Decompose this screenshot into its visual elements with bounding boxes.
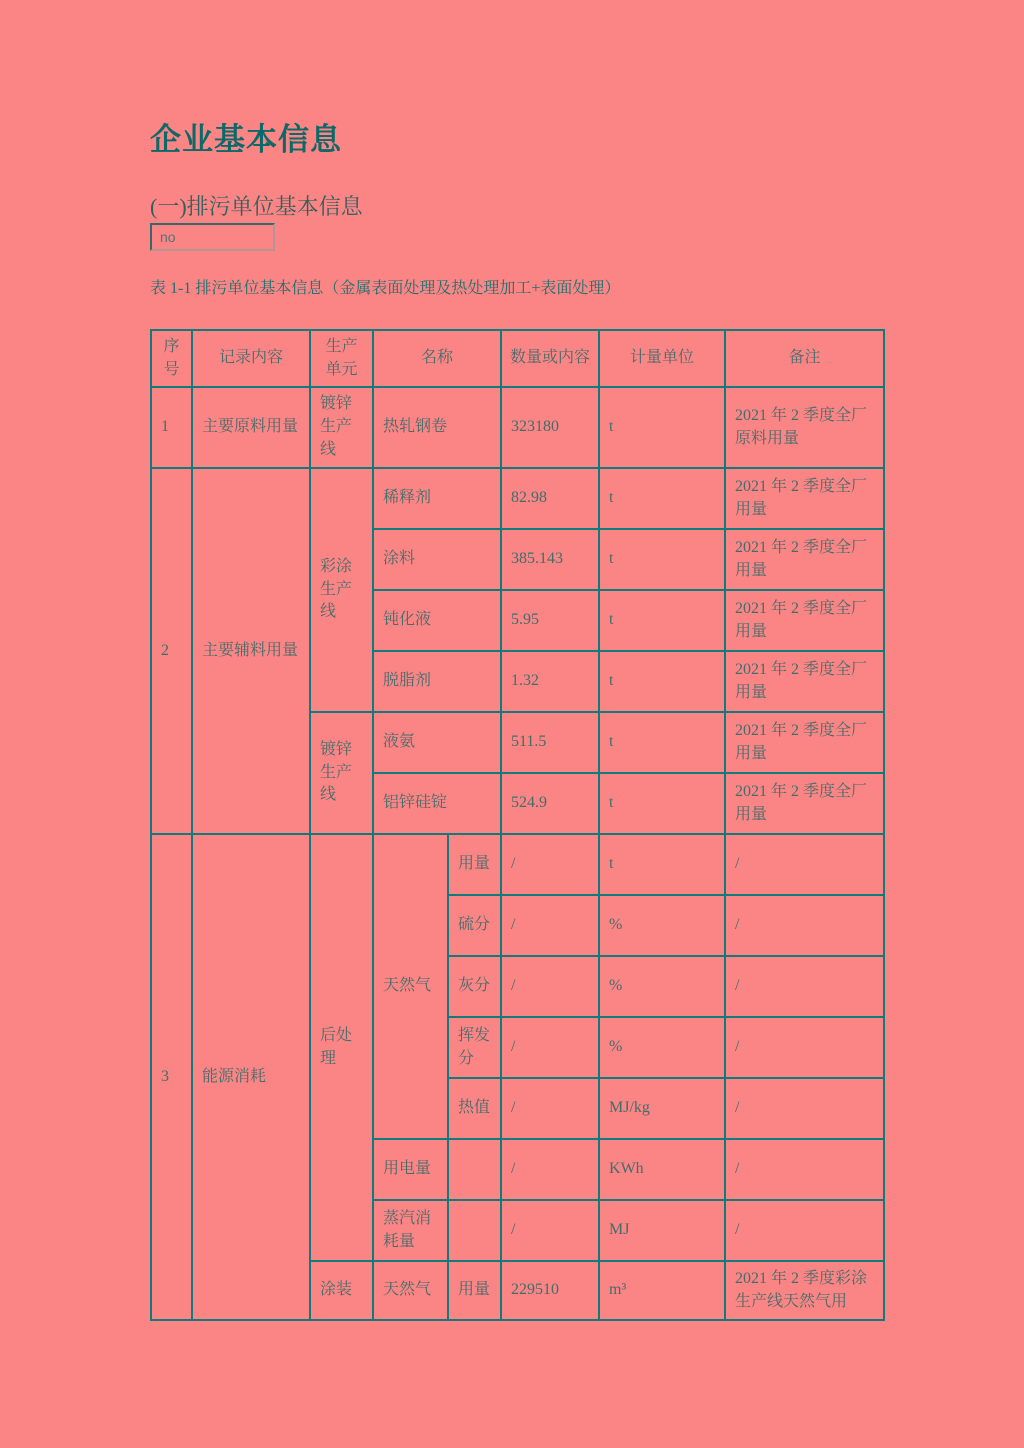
- header-remark: 备注: [725, 330, 884, 387]
- cell-remark: /: [725, 1139, 884, 1200]
- table-row: [151, 834, 884, 895]
- cell-remark: 2021 年 2 季度全厂用量: [725, 468, 884, 529]
- cell-subitem: 用量: [448, 1261, 501, 1320]
- cell-measure: t: [599, 773, 725, 834]
- cell-subitem: 硫分: [448, 895, 501, 956]
- cell-qty: 323180: [501, 387, 599, 468]
- header-quantity: 数量或内容: [501, 330, 599, 387]
- cell-measure: %: [599, 1017, 725, 1078]
- cell-qty: 82.98: [501, 468, 599, 529]
- cell-name: 蒸汽消耗量: [373, 1200, 448, 1261]
- cell-subitem: 用量: [448, 834, 501, 895]
- basic-info-table: [150, 329, 885, 1321]
- cell-name: 液氨: [373, 712, 501, 773]
- cell-qty: /: [501, 1017, 599, 1078]
- cell-production-unit: 镀锌生产线: [310, 387, 373, 468]
- cell-measure: %: [599, 956, 725, 1017]
- cell-qty: /: [501, 1139, 599, 1200]
- cell-measure: KWh: [599, 1139, 725, 1200]
- cell-production-unit: 后处理: [310, 834, 373, 1261]
- header-record-content: 记录内容: [192, 330, 310, 387]
- cell-name: 用电量: [373, 1139, 448, 1200]
- cell-qty: /: [501, 1200, 599, 1261]
- no-input[interactable]: [150, 223, 275, 251]
- cell-qty: /: [501, 956, 599, 1017]
- cell-remark: 2021 年 2 季度全厂用量: [725, 590, 884, 651]
- cell-production-unit: 镀锌生产线: [310, 712, 373, 834]
- table-header-row: [151, 330, 884, 387]
- cell-name: 热轧钢卷: [373, 387, 501, 468]
- cell-qty: 229510: [501, 1261, 599, 1320]
- cell-seq: 2: [151, 468, 192, 834]
- document-page: [150, 0, 886, 1321]
- cell-name: 天然气: [373, 1261, 448, 1320]
- section-heading: (一)排污单位基本信息: [150, 194, 363, 219]
- table-caption: 表 1-1 排污单位基本信息（金属表面处理及热处理加工+表面处理）: [150, 280, 621, 297]
- cell-measure: MJ: [599, 1200, 725, 1261]
- cell-record: 主要辅料用量: [192, 468, 310, 834]
- cell-subitem: [448, 1139, 501, 1200]
- cell-remark: /: [725, 1200, 884, 1261]
- cell-name: 脱脂剂: [373, 651, 501, 712]
- cell-measure: t: [599, 468, 725, 529]
- cell-qty: 5.95: [501, 590, 599, 651]
- cell-measure: t: [599, 712, 725, 773]
- table-row: [151, 387, 884, 468]
- cell-remark: /: [725, 895, 884, 956]
- page-title: 企业基本信息: [150, 122, 342, 157]
- cell-remark: 2021 年 2 季度全厂用量: [725, 651, 884, 712]
- cell-name: 钝化液: [373, 590, 501, 651]
- cell-remark: /: [725, 1017, 884, 1078]
- cell-qty: 1.32: [501, 651, 599, 712]
- cell-measure: t: [599, 590, 725, 651]
- cell-remark: 2021 年 2 季度全厂用量: [725, 712, 884, 773]
- cell-subitem: [448, 1200, 501, 1261]
- cell-subitem: 挥发分: [448, 1017, 501, 1078]
- cell-seq: 1: [151, 387, 192, 468]
- cell-name: 天然气: [373, 834, 448, 1139]
- cell-production-unit: 彩涂生产线: [310, 468, 373, 712]
- cell-measure: MJ/kg: [599, 1078, 725, 1139]
- cell-remark: 2021 年 2 季度全厂用量: [725, 773, 884, 834]
- table-row: [151, 468, 884, 529]
- cell-qty: 524.9: [501, 773, 599, 834]
- cell-qty: 511.5: [501, 712, 599, 773]
- header-measure-unit: 计量单位: [599, 330, 725, 387]
- cell-measure: t: [599, 387, 725, 468]
- cell-measure: t: [599, 651, 725, 712]
- cell-name: 稀释剂: [373, 468, 501, 529]
- cell-remark: 2021 年 2 季度全厂用量: [725, 529, 884, 590]
- cell-production-unit: 涂装: [310, 1261, 373, 1320]
- cell-seq: 3: [151, 834, 192, 1320]
- cell-subitem: 热值: [448, 1078, 501, 1139]
- cell-subitem: 灰分: [448, 956, 501, 1017]
- cell-record: 能源消耗: [192, 834, 310, 1320]
- cell-qty: /: [501, 1078, 599, 1139]
- cell-record: 主要原料用量: [192, 387, 310, 468]
- cell-name: 铝锌硅锭: [373, 773, 501, 834]
- cell-qty: /: [501, 834, 599, 895]
- cell-qty: 385.143: [501, 529, 599, 590]
- cell-remark: 2021 年 2 季度全厂原料用量: [725, 387, 884, 468]
- cell-measure: t: [599, 529, 725, 590]
- cell-remark: /: [725, 834, 884, 895]
- cell-remark: /: [725, 956, 884, 1017]
- cell-measure: %: [599, 895, 725, 956]
- cell-name: 涂料: [373, 529, 501, 590]
- cell-measure: m³: [599, 1261, 725, 1320]
- cell-remark: /: [725, 1078, 884, 1139]
- header-production-unit: 生产单元: [310, 330, 373, 387]
- cell-qty: /: [501, 895, 599, 956]
- cell-remark: 2021 年 2 季度彩涂生产线天然气用: [725, 1261, 884, 1320]
- cell-measure: t: [599, 834, 725, 895]
- header-seq: 序号: [151, 330, 192, 387]
- header-name: 名称: [373, 330, 501, 387]
